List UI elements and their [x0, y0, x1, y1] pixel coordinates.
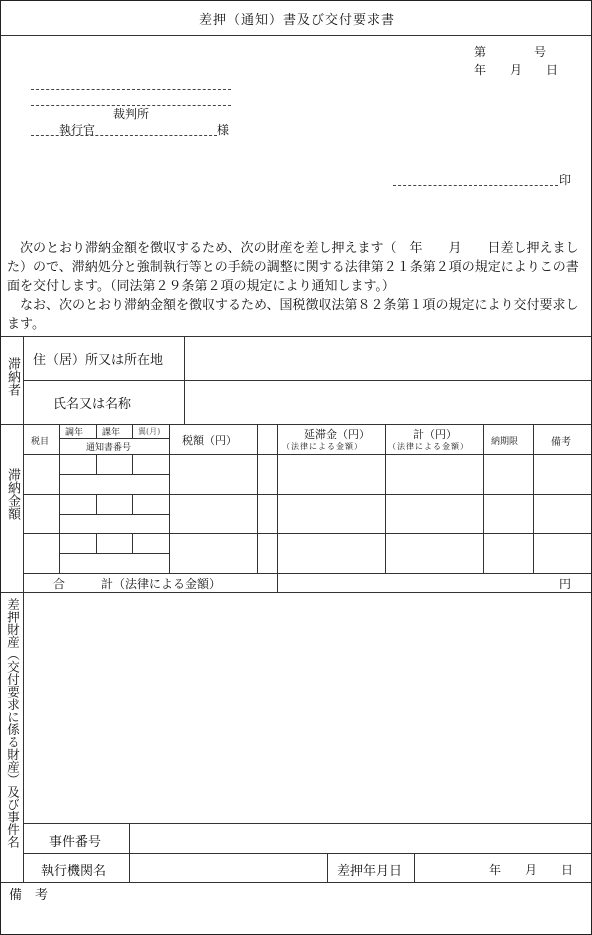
debtor-name-label: 氏名又は名称 [53, 397, 132, 412]
row1-bottom [23, 494, 591, 495]
seal-mark: 印 [559, 173, 572, 187]
document-date: 年 月 日 [474, 63, 559, 77]
sum-label: 合 計（法律による金額） [53, 577, 222, 591]
notice-subheader-line [59, 438, 169, 439]
col-divider-taxitem [59, 424, 60, 573]
amounts-side-label: 滞納金額 [5, 468, 20, 520]
honorific: 様 [217, 123, 230, 137]
header-year-assessed: 調年 [65, 428, 84, 438]
document-number: 第 号 [474, 45, 547, 59]
amounts-side-divider [23, 424, 24, 592]
form-title: 差押（通知）書及び交付要求書 [198, 13, 395, 28]
date-label-divider [414, 853, 415, 882]
col-divider-duedate [533, 424, 534, 573]
case-row-top [23, 823, 591, 824]
row2-sub-div-1 [96, 494, 97, 514]
debtor-mid-line [23, 380, 591, 381]
header-total-note: （法律による金額） [388, 442, 469, 451]
notice-sub-div-2 [132, 424, 133, 438]
signature-line [393, 185, 558, 186]
header-month: 翼(月) [138, 427, 161, 436]
bailiff-label: 執行官 [59, 123, 96, 137]
bailiff-line [31, 135, 217, 136]
header-notice-number: 通知書番号 [86, 443, 132, 453]
agency-row-top [23, 853, 591, 854]
header-year-taxed: 課年 [102, 428, 121, 438]
title-divider [1, 35, 591, 36]
header-due-date: 納期限 [491, 437, 519, 447]
notice-sub-div-1 [96, 424, 97, 438]
case-number-label: 事件番号 [49, 835, 102, 850]
property-top-line [1, 592, 591, 593]
amounts-top-line [1, 424, 591, 425]
row2-inner-line [59, 514, 169, 515]
row2-bottom [23, 533, 591, 534]
body-paragraph-2: なお、次のとおり滞納金額を徴収するため、国税徴収法第８２条第１項の規定により交付要求します。 [7, 298, 579, 332]
col-divider-notice [169, 424, 170, 573]
amounts-header-bottom [23, 454, 591, 455]
header-tax-item: 税目 [31, 437, 50, 447]
remarks-top-line [1, 882, 591, 883]
header-total: 計（円） [413, 428, 457, 441]
header-remarks: 備考 [551, 437, 571, 448]
col-divider-narrow [277, 424, 278, 592]
remarks-label: 備 考 [9, 888, 49, 903]
court-suffix: 裁判所 [113, 107, 150, 121]
header-delinquency: 延滞金（円） [304, 428, 370, 441]
agency-label: 執行機関名 [41, 864, 107, 879]
col-divider-total [483, 424, 484, 573]
row2-sub-div-2 [132, 494, 133, 514]
row1-inner-line [59, 474, 169, 475]
col-divider-delinquency [385, 424, 386, 573]
header-delinquency-note: （法律による金額） [282, 442, 363, 451]
sum-yen: 円 [559, 577, 572, 591]
debtor-top-line [1, 336, 591, 337]
row1-sub-div-2 [132, 454, 133, 474]
row3-inner-line [59, 553, 169, 554]
seizure-date-format: 年 月 日 [489, 863, 574, 877]
seizure-date-label: 差押年月日 [337, 864, 403, 879]
col-divider-taxamount [257, 424, 258, 573]
row3-sub-div-2 [132, 533, 133, 553]
debtor-side-label: 滞納者 [5, 357, 20, 396]
property-side-label: 差押財産（交付要求に係る財産）及び事件名 [5, 598, 21, 848]
row3-sub-div-1 [96, 533, 97, 553]
court-line-1 [31, 89, 231, 90]
row3-bottom [23, 573, 591, 574]
body-paragraph-1: 次のとおり滞納金額を徴収するため、次の財産を差し押えます（ 年 月 日差し押えました）ので、滞納処分と強制執行等との手続の調整に関する法律第２１条第２項の規定によりこの書面を交付します。（同法第２９条第２項の規定により通知します。） [7, 241, 579, 294]
property-side-divider [23, 592, 24, 882]
agency-date-divider [327, 853, 328, 882]
row1-sub-div-1 [96, 454, 97, 474]
debtor-address-label: 住（居）所又は所在地 [33, 353, 164, 368]
header-tax-amount: 税額（円） [182, 434, 237, 447]
